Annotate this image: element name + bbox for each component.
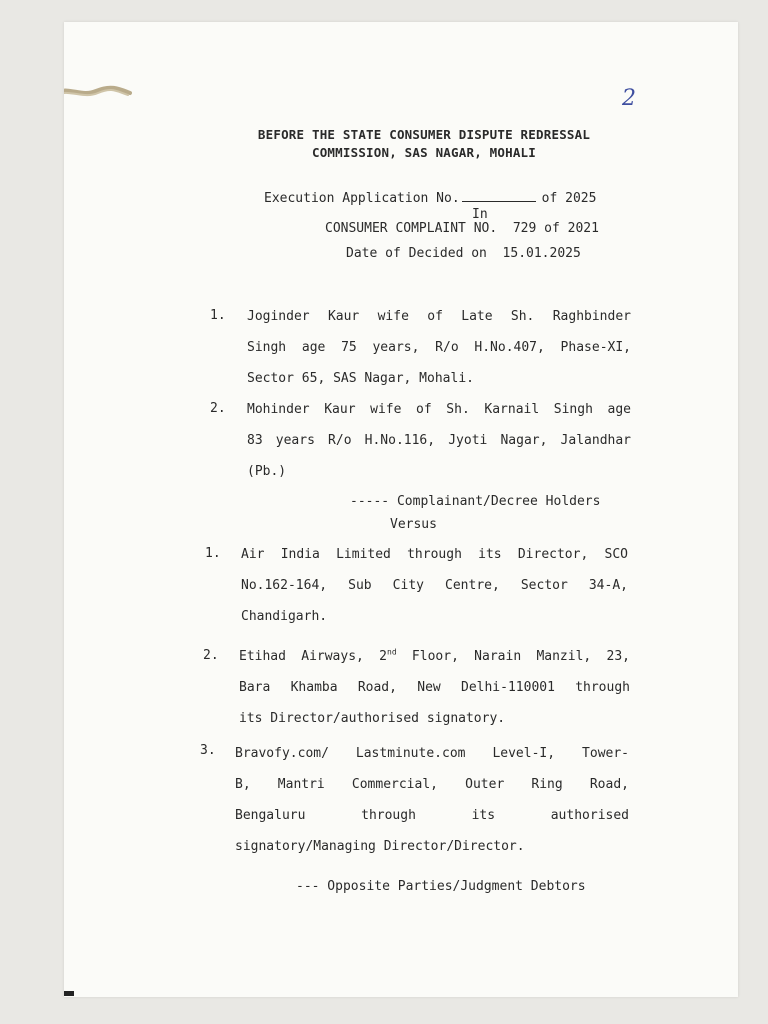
complainant-1-address [247, 301, 631, 394]
opposite-party-1-line-3: Chandigarh. [241, 609, 328, 624]
complainant-2-line-3: (Pb.) [247, 464, 287, 479]
opposite-party-1-address [241, 539, 628, 632]
scan-edge-mark [64, 991, 74, 996]
binding-thread-image [64, 84, 132, 100]
date-decided-line [346, 246, 581, 261]
execution-application-line [264, 191, 596, 206]
opposite-party-number: 3. [200, 743, 216, 758]
opposite-party-3-line-4: signatory/Managing Director/Director. [235, 839, 525, 854]
opposite-party-2-line-1-start: Etihad Airways, 2 [239, 649, 387, 664]
opposite-party-2-line-1-end: Floor, Narain Manzil, 23, [396, 649, 630, 664]
in-label: In [472, 207, 488, 222]
consumer-complaint-line [325, 221, 599, 236]
opposite-party-2-line-2: Bara Khamba Road, New Delhi-110001 through [239, 680, 630, 695]
complainant-number: 2. [210, 401, 226, 416]
opposite-party-1-line-2: No.162-164, Sub City Centre, Sector 34-A, [241, 578, 628, 593]
date-decided-value: 15.01.2025 [502, 246, 581, 261]
complainant-number: 1. [210, 308, 226, 323]
opposite-party-1-line-1: Air India Limited through its Director, SCO [241, 547, 628, 562]
heading-line-2: COMMISSION, SAS NAGAR, MOHALI [311, 145, 537, 160]
opposite-role-label: --- Opposite Parties/Judgment Debtors [296, 879, 586, 894]
execution-number-blank [462, 191, 536, 202]
heading-line-1: BEFORE THE STATE CONSUMER DISPUTE REDRESSAL [257, 127, 591, 142]
opposite-party-number: 1. [205, 546, 221, 561]
complainant-2-address [247, 394, 631, 487]
opposite-party-3-line-3: Bengaluru through its authorised [235, 808, 629, 823]
complainant-1-line-2: Singh age 75 years, R/o H.No.407, Phase-XI, [247, 340, 631, 355]
ordinal-suffix: nd [387, 647, 397, 657]
document-page [64, 22, 738, 997]
handwritten-page-number: 2 [622, 86, 636, 111]
opposite-party-2-address [239, 641, 630, 734]
opposite-party-3-line-1: Bravofy.com/ Lastminute.com Level-I, Tower- [235, 746, 629, 761]
complainant-2-line-2: 83 years R/o H.No.116, Jyoti Nagar, Jalandhar [247, 433, 631, 448]
execution-application-year: of 2025 [541, 191, 597, 206]
opposite-party-number: 2. [203, 648, 219, 663]
complainant-2-line-1: Mohinder Kaur wife of Sh. Karnail Singh age [247, 402, 631, 417]
date-decided-label: Date of Decided on [346, 246, 487, 261]
consumer-complaint-label: CONSUMER COMPLAINT NO. [325, 221, 498, 236]
opposite-party-3-line-2: B, Mantri Commercial, Outer Ring Road, [235, 777, 629, 792]
complainant-1-line-1: Joginder Kaur wife of Late Sh. Raghbinder [247, 309, 631, 324]
versus-label: Versus [390, 517, 437, 532]
opposite-party-2-line-3: its Director/authorised signatory. [239, 711, 506, 726]
execution-application-label: Execution Application No. [264, 191, 460, 206]
opposite-party-2-line-1 [239, 641, 630, 672]
opposite-party-3-address [235, 738, 629, 862]
complainant-role-label: ----- Complainant/Decree Holders [350, 494, 601, 509]
complainant-1-line-3: Sector 65, SAS Nagar, Mohali. [247, 371, 474, 386]
consumer-complaint-number: 729 of 2021 [512, 221, 599, 236]
